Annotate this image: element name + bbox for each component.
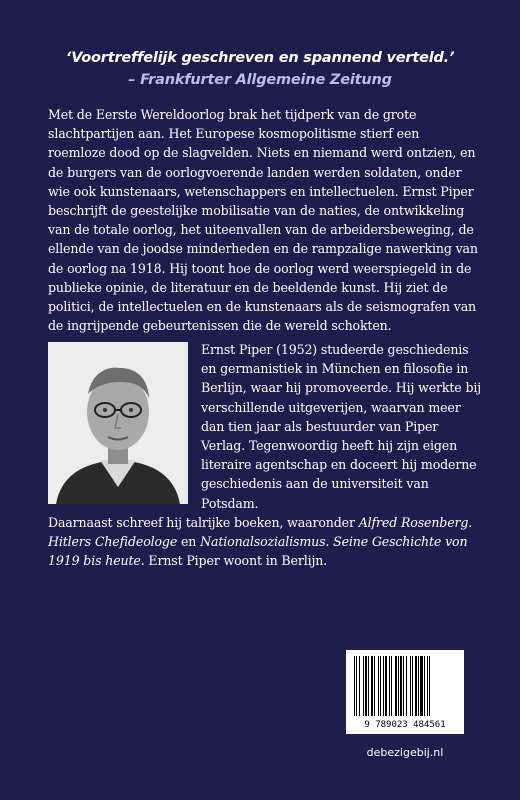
bio-joiner: en [177, 534, 201, 550]
author-bio-books [48, 513, 478, 571]
author-bio: Ernst Piper (1952) studeerde geschiedenis en germanistiek in München en filosofie in Berlijn, waar hij promoveerde. Hij werkte bij verschillende uitgeverijen, waarvan meer dan tien jaar als bestuurder van Piper Verlag. Tegenwoordig heeft hij zijn eigen literaire agentschap en doceert hij moderne geschiedenis aan de universiteit van Potsdam. [201, 342, 481, 511]
publisher-website: debezigebij.nl [366, 746, 444, 759]
book-title-nationalsozialismus: Nationalsozialismus. Seine Geschichte von 1919 bis heute [48, 534, 468, 569]
bio-books-lead: Daarnaast schreef hij talrijke boeken, waaronder [48, 515, 359, 530]
book-description [48, 105, 478, 335]
description-paragraph: Met de Eerste Wereldoorlog brak het tijdperk van de grote slachtpartijen aan. Het Europese kosmopolitisme stierf een roemloze dood op de slagvelden. Niets en niemand werd ontzien, en de burgers van de oorlogvoerende landen werden soldaten, onder wie ook kunstenaars, wetenschappers en intellectuelen. Ernst Piper beschrijft de geestelijke mobilisatie van de naties, de ontwikkeling van de totale oorlog, het uiteenvallen van de arbeidersbeweging, de ellende van de joodse minderheden en de rampzalige nawerking van de oorlog na 1918. Hij toont hoe de oorlog werd weerspiegeld in de publieke opinie, de literatuur en de beeldende kunst. Hij ziet de politici, de intellectuelen en de kunstenaars als de seismografen van de ingrijpende gebeurtenissen die de wereld schokten. [48, 107, 478, 334]
quote-text: ‘Voortreffelijk geschreven en spannend verteld.’ [65, 50, 455, 66]
bio-books-end: . Ernst Piper woont in Berlijn. [140, 553, 328, 569]
barcode-bars [354, 656, 456, 716]
quote-source: – Frankfurter Allgemeine Zeitung [128, 72, 392, 88]
isbn-barcode [346, 650, 464, 734]
book-title-rosenberg: Alfred Rosenberg. Hitlers Chefideologe [48, 515, 473, 550]
author-photo [48, 342, 188, 504]
isbn-number: 9 789023 484561 [364, 720, 446, 730]
review-quote [0, 47, 520, 91]
